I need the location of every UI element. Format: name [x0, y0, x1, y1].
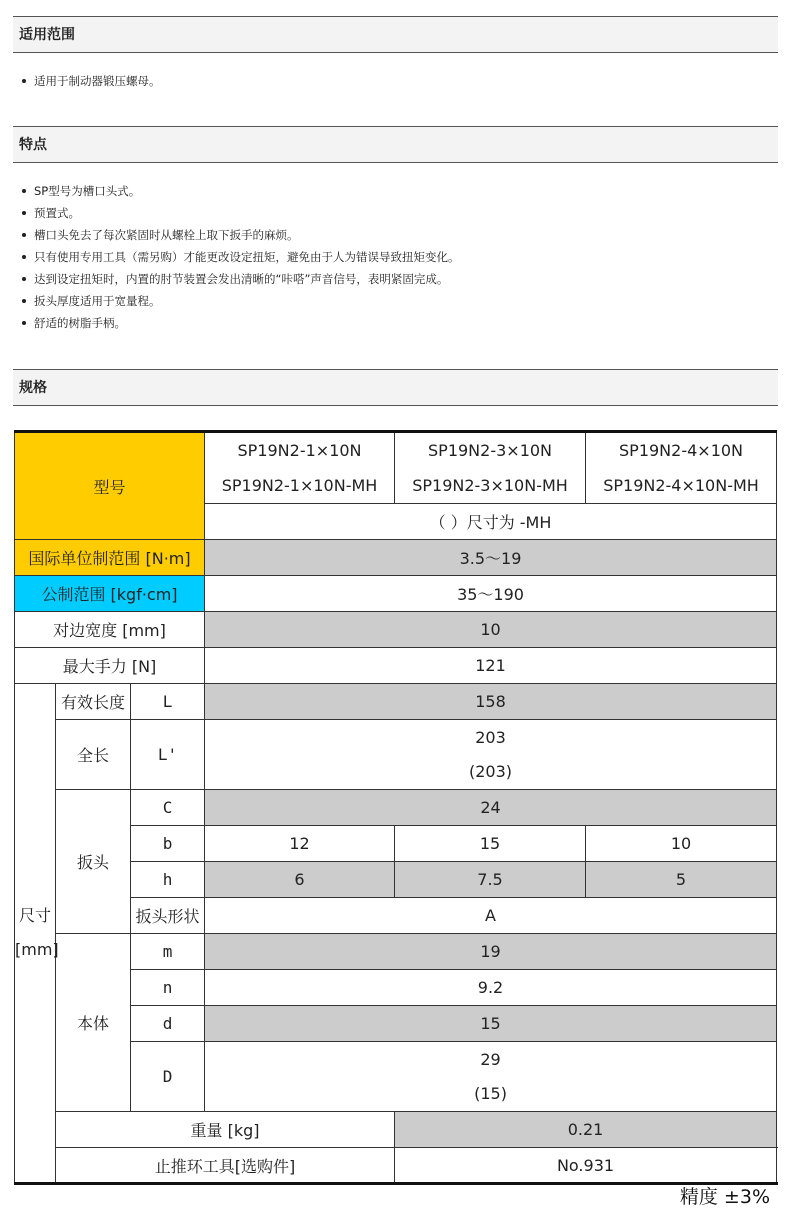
model-mh: SP19N2-3×10N-MH	[412, 476, 568, 495]
body-d-symbol: d	[131, 1006, 205, 1042]
across-flats-label: 对边宽度 [mm]	[15, 612, 205, 648]
max-force-value: 121	[205, 648, 777, 684]
head-c-value: 24	[205, 790, 777, 826]
effective-length-value: 158	[205, 684, 777, 720]
model-std: SP19N2-1×10N	[237, 441, 362, 460]
head-shape-value: A	[205, 898, 777, 934]
weight-value: 0.21	[395, 1112, 777, 1148]
model-std: SP19N2-4×10N	[619, 441, 744, 460]
list-item: 达到设定扭矩时，内置的肘节装置会发出清晰的“咔嗒”声音信号，表明紧固完成。	[22, 268, 460, 290]
head-h-value: 6	[205, 862, 395, 898]
body-D-mh: (15)	[474, 1083, 507, 1103]
head-shape-label: 扳头形状	[131, 898, 205, 934]
section-title-scope: 适用范围	[13, 16, 778, 53]
section-title-spec: 规格	[13, 369, 778, 406]
list-item: 预置式。	[22, 202, 460, 224]
section-title-features: 特点	[13, 126, 778, 163]
head-h-value: 5	[586, 862, 777, 898]
list-item: 槽口头免去了每次紧固时从螺栓上取下扳手的麻烦。	[22, 224, 460, 246]
list-item: 扳头厚度适用于宽量程。	[22, 290, 460, 312]
list-item: 适用于制动器锻压螺母。	[22, 70, 161, 92]
total-length-value	[205, 720, 777, 790]
metric-range-label: 公制范围 [kgf·cm]	[15, 576, 205, 612]
body-label: 本体	[56, 934, 131, 1112]
list-item: SP型号为槽口头式。	[22, 180, 460, 202]
model-mh: SP19N2-4×10N-MH	[603, 476, 759, 495]
dimension-label-line1: 尺寸	[18, 906, 51, 925]
across-flats-value: 10	[205, 612, 777, 648]
tool-label: 止推环工具[选购件]	[56, 1148, 395, 1184]
head-h-value: 7.5	[395, 862, 586, 898]
head-b-value: 12	[205, 826, 395, 862]
dimension-label	[15, 684, 59, 1184]
head-label: 扳头	[56, 790, 131, 934]
head-c-symbol: C	[131, 790, 205, 826]
total-length-std: 203	[475, 727, 506, 747]
head-b-value: 10	[586, 826, 777, 862]
model-cell	[586, 432, 777, 504]
body-D-symbol: D	[131, 1042, 205, 1112]
body-D-std: 29	[480, 1049, 501, 1069]
list-item: 只有使用专用工具（需另购）才能更改设定扭矩，避免由于人为错误导致扭矩变化。	[22, 246, 460, 268]
weight-label: 重量 [kg]	[56, 1112, 395, 1148]
features-list	[22, 180, 460, 334]
total-length-mh: (203)	[469, 761, 513, 781]
body-n-value: 9.2	[205, 970, 777, 1006]
mh-note: （ ）尺寸为 -MH	[205, 504, 777, 540]
total-length-label: 全长	[56, 720, 131, 790]
si-range-value: 3.5～19	[205, 540, 777, 576]
spec-table	[14, 430, 777, 1185]
body-m-value: 19	[205, 934, 777, 970]
precision-note: 精度 ±3%	[679, 1186, 770, 1208]
model-header: 型号	[15, 432, 205, 540]
list-item: 舒适的树脂手柄。	[22, 312, 460, 334]
head-b-symbol: b	[131, 826, 205, 862]
scope-list	[22, 70, 161, 92]
head-b-value: 15	[395, 826, 586, 862]
si-range-label: 国际单位制范围 [N·m]	[15, 540, 205, 576]
body-d-value: 15	[205, 1006, 777, 1042]
model-std: SP19N2-3×10N	[428, 441, 553, 460]
effective-length-label: 有效长度	[56, 684, 131, 720]
body-D-value	[205, 1042, 777, 1112]
metric-range-value: 35～190	[205, 576, 777, 612]
model-cell	[395, 432, 586, 504]
max-force-label: 最大手力 [N]	[15, 648, 205, 684]
effective-length-symbol: L	[131, 684, 205, 720]
total-length-symbol: L'	[131, 720, 205, 790]
model-mh: SP19N2-1×10N-MH	[221, 476, 378, 495]
dimension-label-line2: [mm]	[15, 940, 59, 959]
body-n-symbol: n	[131, 970, 205, 1006]
model-cell	[205, 432, 395, 504]
tool-value: No.931	[395, 1148, 777, 1184]
head-h-symbol: h	[131, 862, 205, 898]
body-m-symbol: m	[131, 934, 205, 970]
